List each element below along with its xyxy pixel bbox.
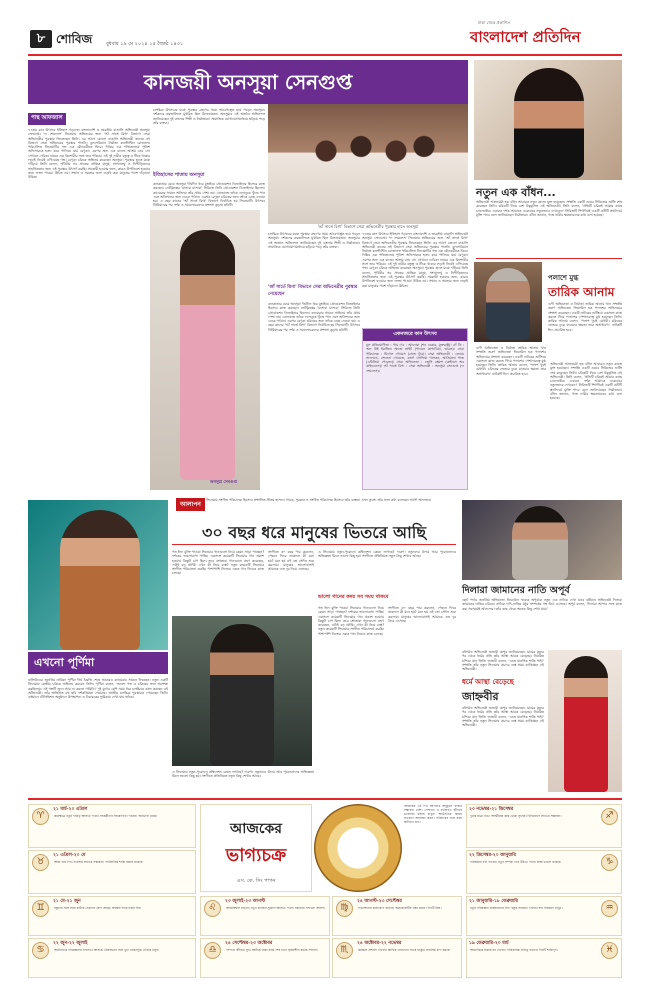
aries-icon: ♈ xyxy=(32,808,49,825)
apurbo-figure xyxy=(512,506,568,580)
gemini-text: বন্ধুদের সঙ্গে সময় কাটবে। ভ্রমণের যোগ আছে। স্বাস্থ্যের দিকে নজর দিন। xyxy=(54,906,142,910)
cancer-range: ২২ জুন-২২ জুলাই xyxy=(53,941,88,946)
horoscope-sign-aries xyxy=(28,804,196,848)
lead-byline: পান্থ আফজাল xyxy=(28,113,66,125)
cannes-sidebar-body: মূল প্রতিযোগিতা : পাম দ'র : আনোরা (শন বেকার, যুক্তরাষ্ট্র)। গ্রাঁ প্রি : অল উই ইমাজিন অ্যাজ লাইট (পায়েল কাপাডিয়া, ভারত)। সেরা পরিচালক : মিগেল গোমেস (গ্র্যান্ড ট্যুর)। সেরা অভিনেত্রী : জোয়ে সালদানা, সেলেনা গোমেজ, কার্লা সোফিয়া গাসকন, আদ্রিয়ানা পাজ (এমিলিয়া পেরেজ)। সেরা অভিনেতা : জেসি প্লেমন্স (কাইন্ডস অব কাইন্ডনেস)। আঁ সার্তে রিগা : সেরা অভিনেত্রী : অনসূয়া সেনগুপ্ত (দ্য শেমলেস)। xyxy=(366,343,464,373)
horoscope-intro xyxy=(404,804,462,892)
horoscope-sign-libra xyxy=(200,938,330,978)
horoscope-sign-leo xyxy=(200,896,330,936)
horoscope-title: আজকের xyxy=(230,821,282,837)
pisces-text: আধ্যাত্মিক চিন্তায় মন দেবেন। পারিবারিক দায়িত্ব বাড়বে। দিনটি শান্তিপূর্ণ। xyxy=(470,948,558,952)
tarik-headline-small: পলাশে মুগ্ধ xyxy=(548,274,579,282)
cannes-sidebar-title: একনজরে কান উৎসব xyxy=(363,329,467,341)
interview-quote: ভালো গানের কদর সব সময় থাকবে xyxy=(318,594,389,600)
pritom-figure xyxy=(210,624,274,766)
tarik-body: গুণী অভিনেতা ও নির্মাতা তারিক আনাম খান সম্প্রতি তরুণ অভিনেতা জিয়াউল হক পলাশের অভিনয়ের প্রশংসা করেছেন। একটি নাটকের শুটিংয়ে একসঙ্গে কাজ করতে গিয়ে পলাশের পেশাদারত্বে মুগ্ধ হয়েছেন তিনি। তারিক আনাম বলেন, 'পলাশ খুবই মেধাবী। চরিত্রের ভেতরে ঢুকে যাওয়ার ক্ষমতা তার অসাধারণ।' নাটকটি ঈদে প্রচারিত হবে। xyxy=(548,302,622,332)
lead-body-3: চলচ্চিত্র উৎসবের মঞ্চে পুরস্কার গ্রহণের সময় আবেগাপ্লুত হয়ে পড়েন অনসূয়া। দর্শকদের করতালিতে মুখরিত ছিল মিলনায়তন। অনসূয়ার এই অর্জনে অভিনন্দন জানিয়েছেন দুই বাংলার শিল্পী ও নির্মাতারা। সামাজিক যোগাযোগমাধ্যমে ছড়িয়ে পড়ে তাঁর বক্তব্য। xyxy=(268,232,360,249)
paper-name: বাংলাদেশ প্রতিদিন xyxy=(470,28,581,46)
interview-col4: সংগীতে ৩০ বছর পার করলেন, পেছনে ফিরে তাকালে কী মনে হয়? মনে হয় এই তো সেদিন শুরু করলাম। মানুষের ভালোবাসাই আমাকে এত দূর নিয়ে এসেছে। xyxy=(388,606,456,623)
libra-text: দাম্পত্য জীবনে সুখ। আটকে থাকা কাজ শেষ হবে। সৃজনশীল কাজে সাফল্য। xyxy=(226,948,319,952)
interview-headline: ৩০ বছর ধরে মানুষের ভিতরে আছি xyxy=(201,523,427,542)
lead-pull-quote: 'আঁ সার্তে রিগা' বিভাগে সেরা অভিনেত্রীর পুরস্কার পেয়েছেন xyxy=(268,285,358,297)
interview-col1: গত ঈদে মুক্তি পাওয়া সিনেমার গানগুলো নিয়ে কেমন সাড়া পাচ্ছেন? দর্শকের ভালোবাসা পাচ্ছি। একসঙ্গে কয়েকটি সিনেমার গান প্রকাশ হওয়ায় কিছুটা চাপ ছিল। তবে শ্রোতারা গানগুলো গ্রহণ করেছেন, এটাই বড় প্রাপ্তি। এখন কী নিয়ে ব্যস্ত? নতুন কয়েকটি সিনেমার সংগীত পরিচালনা করছি। পাশাপাশি নিজের একক গান নিয়েও কাজ চলছে। xyxy=(172,550,264,576)
badhon-figure xyxy=(514,68,584,178)
capricorn-range: ২২ ডিসেম্বর-২০ জানুয়ারি xyxy=(469,853,516,858)
aquarius-text: নতুন পরিকল্পনা বাস্তবায়নের দিন। বন্ধুর সহায়তা পাবেন। ব্যয় নিয়ন্ত্রণে রাখুন। xyxy=(470,906,563,910)
lead-body-2a: চলচ্চিত্র উৎসবের মঞ্চে পুরস্কার গ্রহণের সময় আবেগাপ্লুত হয়ে পড়েন অনসূয়া। দর্শকদের করতালিতে মুখরিত ছিল মিলনায়তন। অনসূয়ার এই অর্জনে অভিনন্দন জানিয়েছেন দুই বাংলার শিল্পী ও নির্মাতারা। সামাজিক যোগাযোগমাধ্যমে ছড়িয়ে পড়ে তাঁর বক্তব্য। xyxy=(153,108,265,125)
gemini-icon: ♊ xyxy=(32,900,49,917)
lead-body-3b: কলকাতার মেয়ে অনসূয়া দীর্ঘদিন ধরে মুম্বাইয়ে প্রোডাকশন ডিজাইনার হিসেবে কাজ করছেন। নেটফ্লিক্সের 'মাসাবা মাসাবা' সিরিজে তিনি প্রোডাকশন ডিজাইনার ছিলেন। ক্যামেরার সামনে অভিনয় তাঁর প্রথম পেশা নয়। বোজানভ তাঁকে ফেসবুকে খুঁজে পান এবং অডিশনের জন্য ডেকে পাঠান। এরপর রেণুকা চরিত্রের জন্য তাঁকে বেছে নেওয়া হয়। এ বছর কানের 'আঁ সার্তে রিগা' বিভাগে নির্বাচিত হয় সিনেমাটি। উৎসবে প্রিমিয়ারের পর দর্শক ও সমালোচকদের প্রশংসা কুড়ায় ছবিটি। xyxy=(268,302,360,332)
leo-range: ২৩ জুলাই-২৩ আগস্ট xyxy=(225,899,266,904)
lead-column-1 xyxy=(28,104,150,490)
purnima-photo xyxy=(28,500,168,650)
horoscope-sign-sagittarius xyxy=(466,804,622,848)
anasuya-portrait-photo xyxy=(150,210,260,490)
leo-icon: ♌ xyxy=(204,900,221,917)
interview-rule xyxy=(172,544,456,545)
gemini-range: ২১ মে-২১ জুন xyxy=(53,899,81,904)
page-number: ৮ xyxy=(30,30,52,48)
purnima-headline-bar xyxy=(28,652,168,674)
libra-icon: ♎ xyxy=(204,942,221,959)
cannes-sidebar xyxy=(362,328,468,490)
masthead-rule xyxy=(28,54,622,56)
horoscope-sign-capricorn xyxy=(466,850,622,894)
leo-text: আত্মবিশ্বাস বাড়বে। নতুন কাজের সুযোগ আসতে পারে। সন্তানের সাফল্যে আনন্দ। xyxy=(226,906,326,910)
horoscope-sign-cancer xyxy=(28,938,196,978)
horoscope-sign-virgo xyxy=(332,896,462,936)
lead-headline-bar xyxy=(28,60,468,104)
scorpio-range: ২৪ অক্টোবর-২২ নভেম্বর xyxy=(357,941,402,946)
interview-col3: গত ঈদে মুক্তি পাওয়া সিনেমার গানগুলো নিয়ে কেমন সাড়া পাচ্ছেন? দর্শকের ভালোবাসা পাচ্ছি। একসঙ্গে কয়েকটি সিনেমার গান প্রকাশ হওয়ায় কিছুটা চাপ ছিল। তবে শ্রোতারা গানগুলো গ্রহণ করেছেন, এটাই বড় প্রাপ্তি। এখন কী নিয়ে ব্যস্ত? নতুন কয়েকটি সিনেমার সংগীত পরিচালনা করছি। পাশাপাশি নিজের একক গান নিয়েও কাজ চলছে। xyxy=(318,606,384,636)
janhvi-photo xyxy=(548,650,622,792)
issue-date: বুধবার ১৯ মে ২০২৪ ১৫ জ্যৈষ্ঠ ১৪৩১ xyxy=(106,41,184,47)
aquarius-range: ২১ জানুয়ারি-১৮ ফেব্রুয়ারি xyxy=(469,899,518,904)
cancer-text: অর্থনৈতিক পরিকল্পনায় সফলতা আসবে। প্রিয়জনের সঙ্গে ভুল বোঝাবুঝি এড়িয়ে চলুন। xyxy=(54,948,160,952)
janhvi-headline-small: ধর্মে আস্থা বেড়েছে xyxy=(462,678,514,686)
horoscope-sign-pisces xyxy=(466,938,622,978)
horoscope-sign-taurus xyxy=(28,850,196,894)
section-name: শোবিজ xyxy=(56,32,93,46)
masthead xyxy=(0,0,650,60)
capricorn-text: পরিশ্রমের ফল পাবেন। নতুন সম্পর্ক গড়ে উঠতে পারে। স্বাস্থ্য ভালো থাকবে। xyxy=(470,860,562,864)
award-photo-caption: 'আঁ সার্তে রিগা' বিভাগে সেরা অভিনেত্রীর পুরস্কার হাতে অনসূয়া xyxy=(317,224,419,229)
libra-range: ২৪ সেপ্টেম্বর-২৩ অক্টোবর xyxy=(225,941,273,946)
pritom-photo xyxy=(172,616,312,766)
lead-column-3-extra: ৭৭তম কান উৎসবে ইতিহাস গড়লেন বাংলাদেশি ও ভারতীয় বাঙালি অভিনেত্রী অনসূয়া সেনগুপ্ত। 'দ্য শেমলেস' সিনেমায় অভিনয়ের জন্য 'আঁ সার্তে রিগা' বিভাগে সেরা অভিনেত্রীর পুরস্কার জিতেছেন তিনি। এর আগে কোনো বাঙালি অভিনেত্রী কানের এই বিভাগে সেরা অভিনয়ের পুরস্কার পাননি। বুলগেরিয়ান নির্মাতা কনস্টান্টিন বোজানভ পরিচালিত সিনেমাটির গল্প এক যৌনকর্মীকে ঘিরে। দিল্লির এক পতিতালয়ে পুলিশ অফিসারকে হত্যা করে পালিয়ে যায় রেণুকা। এরপর অন্য এক রাজ্যে আশ্রয় নেয় সে। সেখানে দেবিকা নামের এক কিশোরীর সঙ্গে তার পরিচয়। এই দুই নারীর বন্ধুত্ব ও টিকে থাকার লড়াই নিয়েই এগিয়েছে গল্প। রেণুকা চরিত্রে অভিনয় করেছেন অনসূয়া। পুরস্কার হাতে মঞ্চে দাঁড়িয়ে তিনি বলেন, পৃথিবীর সব প্রান্তের প্রান্তিক মানুষ, সংখ্যালঘু ও নিপীড়িতদের সাহসিকতার জন্য এই পুরস্কার উৎসর্গ করছি। সমকামী হওয়ার জন্য, কারও উপনিবেশ হওয়ার জন্য লজ্জা পাওয়া উচিত নয়। সম্মান ও সমতার জন্য লড়াই করা মানুষের পাশে দাঁড়ানো উচিত। xyxy=(362,232,468,288)
taurus-text: আজ শুভ দিন। ব্যবসায় লাভের সম্ভাবনা। পারিবারিক শান্তি বজায় থাকবে। xyxy=(54,860,144,864)
interview-col2: এ সিনেমায় নতুন-পুরোনো কম্বিনেশন কেমন লাগছে? দারুণ। নতুনদের উদ্যম আর পুরোনোদের অভিজ্ঞতা মিলে ভালো কিছু হয়। সংগীতে প্রতিনিয়ত নতুন কিছু শেখার আছে। xyxy=(318,550,456,559)
badhon-photo xyxy=(474,60,622,180)
interview-block xyxy=(172,498,456,792)
purnima-body: ঢালিউডের জনপ্রিয় নায়িকা পূর্ণিমা দীর্ঘ বিরতি শেষে আবারও ক্যামেরার সামনে ফিরছেন। নতুন একটি সিনেমায় কেন্দ্রীয় চরিত্রে অভিনয় করবেন তিনি। পূর্ণিমা বলেন, 'ভালো গল্প ও চরিত্রের জন্য অপেক্ষা করছিলাম। এই গল্পটি শুনে আর না করতে পারিনি।' দুই যুগের বেশি সময় ধরে চলচ্চিত্রে কাজ করছেন এই অভিনেত্রী। তাঁর অভিনীত বহু ছবি দর্শকপ্রিয়তা পেয়েছে। জাতীয় চলচ্চিত্র পুরস্কারও পেয়েছেন তিনি। বর্তমানে টেলিভিশন অনুষ্ঠানে উপস্থাপনা ও বিচারকের ভূমিকায় দেখা যায় তাঁকে। xyxy=(28,678,168,700)
interview-col1b: সংগীতে ৩০ বছর পার করলেন, পেছনে ফিরে তাকালে কী মনে হয়? মনে হয় এই তো সেদিন শুরু করলাম। মানুষের ভালোবাসাই আমাকে এত দূর নিয়ে এসেছে। xyxy=(268,550,314,572)
lead-body: ৭৭তম কান উৎসবে ইতিহাস গড়লেন বাংলাদেশি ও ভারতীয় বাঙালি অভিনেত্রী অনসূয়া সেনগুপ্ত। 'দ্য শেমলেস' সিনেমায় অভিনয়ের জন্য 'আঁ সার্তে রিগা' বিভাগে সেরা অভিনেত্রীর পুরস্কার জিতেছেন তিনি। এর আগে কোনো বাঙালি অভিনেত্রী কানের এই বিভাগে সেরা অভিনয়ের পুরস্কার পাননি। বুলগেরিয়ান নির্মাতা কনস্টান্টিন বোজানভ পরিচালিত সিনেমাটির গল্প এক যৌনকর্মীকে ঘিরে। দিল্লির এক পতিতালয়ে পুলিশ অফিসারকে হত্যা করে পালিয়ে যায় রেণুকা। এরপর অন্য এক রাজ্যে আশ্রয় নেয় সে। সেখানে দেবিকা নামের এক কিশোরীর সঙ্গে তার পরিচয়। এই দুই নারীর বন্ধুত্ব ও টিকে থাকার লড়াই নিয়েই এগিয়েছে গল্প। রেণুকা চরিত্রে অভিনয় করেছেন অনসূয়া। পুরস্কার হাতে মঞ্চে দাঁড়িয়ে তিনি বলেন, পৃথিবীর সব প্রান্তের প্রান্তিক মানুষ, সংখ্যালঘু ও নিপীড়িতদের সাহসিকতার জন্য এই পুরস্কার উৎসর্গ করছি। সমকামী হওয়ার জন্য, কারও উপনিবেশ হওয়ার জন্য লজ্জা পাওয়া উচিত নয়। সম্মান ও সমতার জন্য লড়াই করা মানুষের পাশে দাঁড়ানো উচিত। xyxy=(28,128,150,180)
taurus-range: ২১ এপ্রিল-২০ মে xyxy=(53,853,86,858)
portrait-caption: অনসূয়া সেনগুপ্ত xyxy=(210,479,237,484)
virgo-range: ২৪ আগস্ট-২৩ সেপ্টেম্বর xyxy=(357,899,402,904)
horoscope-title-2: ভাগ্যচক্র xyxy=(225,845,287,866)
lead-headline: কানজয়ী অনসূয়া সেনগুপ্ত xyxy=(143,70,353,94)
horoscope-intro-text: আজকের এই দিন আপনার অনুকূলে থাকার সম্ভাবনা বেশি। পেশাগত ও ব্যক্তিগত জীবনে ভারসাম্য বজায় রাখুন। অর্থনৈতিক বিষয়ে সতর্কতা অবলম্বন করুন। পরিবারের সঙ্গে সময় কাটানো শুভ। xyxy=(404,804,462,824)
aries-range: ২১ মার্চ-২০ এপ্রিল xyxy=(53,807,88,812)
lead-body-2b: কলকাতার মেয়ে অনসূয়া দীর্ঘদিন ধরে মুম্বাইয়ে প্রোডাকশন ডিজাইনার হিসেবে কাজ করছেন। নেটফ্লিক্সের 'মাসাবা মাসাবা' সিরিজে তিনি প্রোডাকশন ডিজাইনার ছিলেন। ক্যামেরার সামনে অভিনয় তাঁর প্রথম পেশা নয়। বোজানভ তাঁকে ফেসবুকে খুঁজে পান এবং অডিশনের জন্য ডেকে পাঠান। এরপর রেণুকা চরিত্রের জন্য তাঁকে বেছে নেওয়া হয়। এ বছর কানের 'আঁ সার্তে রিগা' বিভাগে নির্বাচিত হয় সিনেমাটি। উৎসবে প্রিমিয়ারের পর দর্শক ও সমালোচকদের প্রশংসা কুড়ায় ছবিটি। xyxy=(153,182,265,208)
dilara-body: ছোট পর্দার জনপ্রিয় অভিনেতা জিয়াউল ফারুক অপূর্বকে নতুন এক নাটকে দেখা যাবে বর্ষীয়ান অভিনেত্রী দিলারা জামানের নাতির চরিত্রে। নাটকে দাদি-নাতির মধুর সম্পর্কের গল্প উঠে এসেছে। অপূর্ব বলেন, 'দিলারা আপার সঙ্গে কাজ করা সবসময়ই আনন্দের। তাঁর কাছ থেকে অনেক কিছু শেখা যায়।' xyxy=(462,598,622,611)
tarik-photo xyxy=(474,262,542,342)
virgo-text: পড়াশোনায় মনোযোগ বাড়বে। অপ্রয়োজনীয় খরচ কমান। দিনটি মিশ্র। xyxy=(358,906,442,910)
purnima-figure xyxy=(60,510,140,650)
dilara-headline: দিলারা জামানের নাতি অপূর্ব xyxy=(462,585,570,596)
tarik-figure xyxy=(486,268,530,340)
interview-col5: এ সিনেমায় নতুন-পুরোনো কম্বিনেশন কেমন লাগছে? দারুণ। নতুনদের উদ্যম আর পুরোনোদের অভিজ্ঞতা মিলে ভালো কিছু হয়। সংগীতে প্রতিনিয়ত নতুন কিছু শেখার আছে। xyxy=(172,770,314,779)
pisces-icon: ♓ xyxy=(601,942,618,959)
janhvi-figure xyxy=(564,656,608,792)
sagittarius-text: দূরের যাত্রা শুভ। আত্মীয়ের কাছ থেকে সুখবর। বিনিয়োগে লাভের সম্ভাবনা। xyxy=(470,814,562,818)
lead-subheading: ইতিহাসের পাতায় অনসূয়া xyxy=(153,172,205,178)
zodiac-wheel xyxy=(314,804,402,892)
janhvi-body-top: বলিউড অভিনেত্রী জাহ্নবী কাপুর জানিয়েছেন, মায়ের মৃত্যুর পর থেকে ধর্মের প্রতি তাঁর আস্থা আরও বেড়েছে। নিয়মিত মন্দিরে যান তিনি। জাহ্নবী বলেন, 'এতে মানসিক শান্তি পাই।' সম্প্রতি তাঁর নতুন সিনেমার প্রচারে ব্যস্ত সময় কাটাচ্ছেন এই অভিনেত্রী। xyxy=(462,650,544,672)
apurbo-photo xyxy=(462,500,622,580)
award-photo xyxy=(268,104,468,224)
paper-tagline: ঢাকা থেকে প্রকাশিত xyxy=(478,20,510,25)
aries-text: কর্মক্ষেত্রে নতুন দায়িত্ব আসতে পারে। সহকর্মীদের সহযোগিতা পাবেন। অর্থভাগ্য মধ্যম। xyxy=(54,814,158,818)
horoscope-author: এস. কে. সিং পাপন xyxy=(236,878,276,884)
horoscope-sign-aquarius xyxy=(466,896,622,936)
sagittarius-range: ২৩ নভেম্বর-২১ ডিসেম্বর xyxy=(469,807,514,812)
horoscope-title-box xyxy=(200,804,312,892)
horoscope-rule xyxy=(28,798,622,800)
tarik-headline: তারিক আনাম xyxy=(548,285,615,299)
virgo-icon: ♍ xyxy=(336,900,353,917)
badhon-headline: নতুন এক বাঁধন... xyxy=(476,186,556,199)
award-photo-figures xyxy=(298,124,438,214)
scorpio-icon: ♏ xyxy=(336,942,353,959)
cancer-icon: ♋ xyxy=(32,942,49,959)
badhon-body: অভিনেত্রী আজমেরী হক বাঁধন আবারও নতুন কাজে যুক্ত হয়েছেন। সম্প্রতি একটি ওয়েব সিরিজের শুটিং শেষ করেছেন তিনি। চরিত্রটি নিয়ে বেশ উচ্ছ্বসিত এই অভিনেত্রী। তিনি বলেন, 'প্রতিটি চরিত্রই আমার কাছে চ্যালেঞ্জের। এবারও দর্শক আমাকে একেবারে নতুনভাবে দেখবেন।' সিরিজটি শিগগিরই একটি ওটিটি প্ল্যাটফর্মে মুক্তি পাবে বলে জানিয়েছেন নির্মাতারা। বাঁধন জানান, গল্পে নারীর ক্ষমতায়নের কথা বলা হয়েছে। xyxy=(476,200,622,217)
taurus-icon: ♉ xyxy=(32,854,49,871)
pisces-range: ১৯ ফেব্রুয়ারি-২০ মার্চ xyxy=(469,941,509,946)
interview-kicker: আলাপন xyxy=(176,498,205,511)
horoscope-sign-scorpio xyxy=(332,938,462,978)
capricorn-icon: ♑ xyxy=(601,854,618,871)
janhvi-headline: জাহ্নবীর xyxy=(462,690,499,703)
scorpio-text: কর্মস্থলে প্রশংসা পাবেন। আর্থিক লেনদেনে সতর্ক থাকুন। মানসিক চাপ কমবে। xyxy=(358,948,451,952)
portrait-figure xyxy=(180,230,235,480)
sagittarius-icon: ♐ xyxy=(601,808,618,825)
horoscope-sign-gemini xyxy=(28,896,196,936)
tarik-body-3: অভিনেত্রী আজমেরী হক বাঁধন আবারও নতুন কাজে যুক্ত হয়েছেন। সম্প্রতি একটি ওয়েব সিরিজের শুটিং শেষ করেছেন তিনি। চরিত্রটি নিয়ে বেশ উচ্ছ্বসিত এই অভিনেত্রী। তিনি বলেন, 'প্রতিটি চরিত্রই আমার কাছে চ্যালেঞ্জের। এবারও দর্শক আমাকে একেবারে নতুনভাবে দেখবেন।' সিরিজটি শিগগিরই একটি ওটিটি প্ল্যাটফর্মে মুক্তি পাবে বলে জানিয়েছেন নির্মাতারা। বাঁধন জানান, গল্পে নারীর ক্ষমতায়নের কথা বলা হয়েছে। xyxy=(550,362,622,401)
janhvi-body: বলিউড অভিনেত্রী জাহ্নবী কাপুর জানিয়েছেন, মায়ের মৃত্যুর পর থেকে ধর্মের প্রতি তাঁর আস্থা আরও বেড়েছে। নিয়মিত মন্দিরে যান তিনি। জাহ্নবী বলেন, 'এতে মানসিক শান্তি পাই।' সম্প্রতি তাঁর নতুন সিনেমার প্রচারে ব্যস্ত সময় কাটাচ্ছেন এই অভিনেত্রী। xyxy=(462,706,544,728)
badhon-divider xyxy=(476,258,622,259)
interview-intro: সিনেমায় সংগীত পরিচালক হিসেবে প্রশংসিত প্রীতম হাসান। গায়ক, সুরকার ও সংগীত পরিচালক হিসেবে তাঁর ব্যস্ততা এখন তুঙ্গে। তাঁর সঙ্গে কথা বলেছেন আলী আফতাব। xyxy=(206,498,432,502)
tarik-body-2: গুণী অভিনেতা ও নির্মাতা তারিক আনাম খান সম্প্রতি তরুণ অভিনেতা জিয়াউল হক পলাশের অভিনয়ের প্রশংসা করেছেন। একটি নাটকের শুটিংয়ে একসঙ্গে কাজ করতে গিয়ে পলাশের পেশাদারত্বে মুগ্ধ হয়েছেন তিনি। তারিক আনাম বলেন, 'পলাশ খুবই মেধাবী। চরিত্রের ভেতরে ঢুকে যাওয়ার ক্ষমতা তার অসাধারণ।' নাটকটি ঈদে প্রচারিত হবে। xyxy=(476,346,546,376)
purnima-headline: এখনো পূর্ণিমা xyxy=(34,656,95,669)
aquarius-icon: ♒ xyxy=(601,900,618,917)
lead-column-3 xyxy=(268,232,360,488)
